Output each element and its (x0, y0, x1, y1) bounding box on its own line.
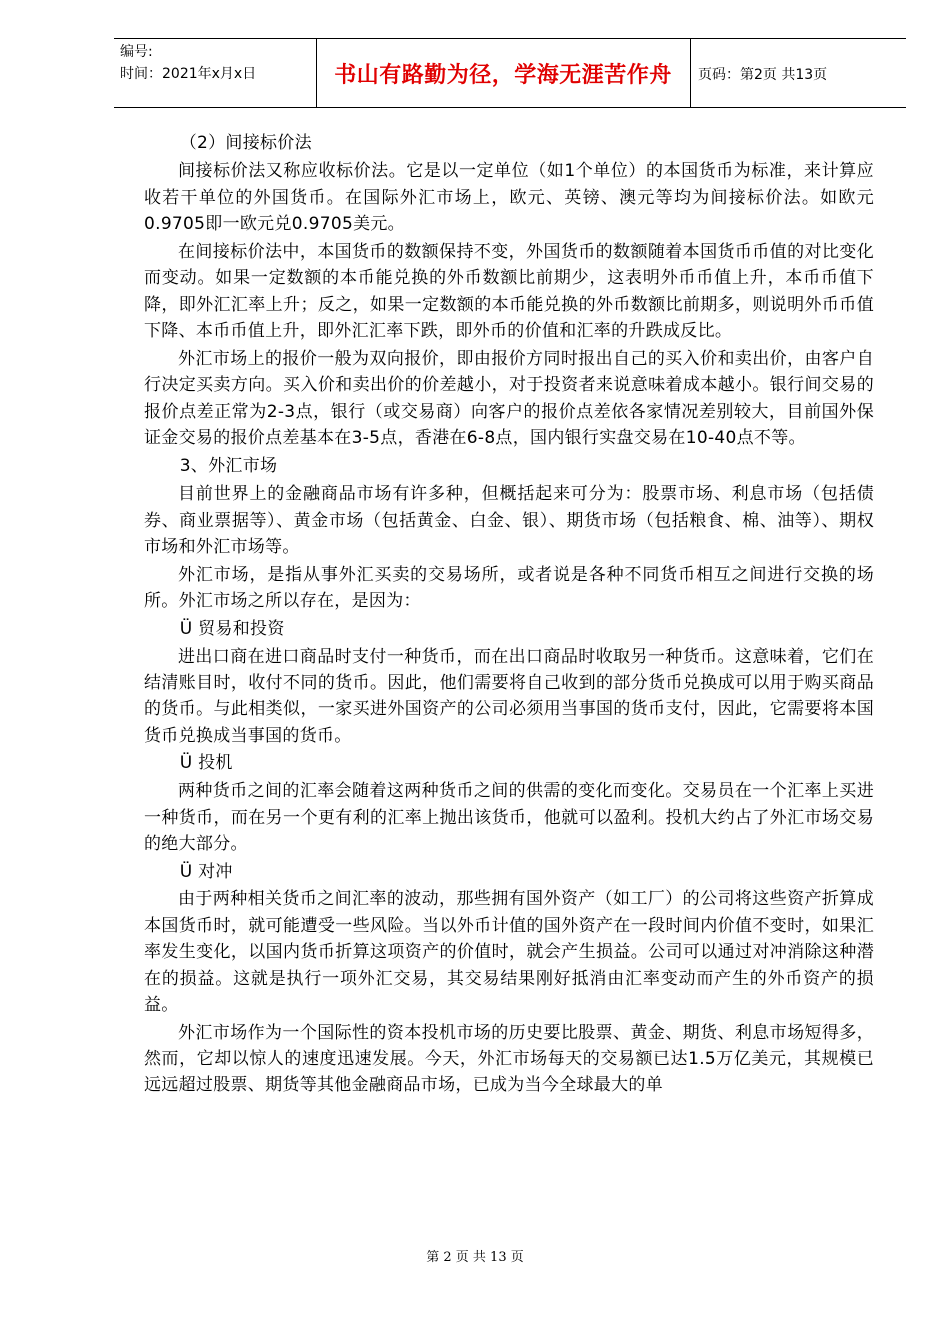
paragraph: 外汇市场上的报价一般为双向报价，即由报价方同时报出自己的买入价和卖出价，由客户自行决定买卖方向。买入价和卖出价的价差越小，对于投资者来说意味着成本越小。银行间交易的报价点差正常为2-3点，银行（或交易商）向客户的报价点差依各家情况差别较大，目前国外保证金交易的报价点差基本在3-5点，香港在6-8点，国内银行实盘交易在10-40点不等。 (144, 348, 874, 449)
page-header (114, 38, 906, 108)
bullet-heading-speculation: Ü 投机 (179, 753, 233, 774)
paragraph: 外汇市场，是指从事外汇买卖的交易场所，或者说是各种不同货币相互之间进行交换的场所。外汇市场之所以存在，是因为： (144, 564, 874, 612)
section-heading-forex-market: 3、外汇市场 (179, 455, 278, 476)
paragraph: 由于两种相关货币之间汇率的波动，那些拥有国外资产（如工厂）的公司将这些资产折算成本国货币时，就可能遭受一些风险。当以外币计值的国外资产在一段时间内价值不变时，如果汇率发生变化，以国内货币折算这项资产的价值时，就会产生损益。公司可以通过对冲消除这种潜在的损益。这就是执行一项外汇交易，其交易结果刚好抵消由汇率变动而产生的外币资产的损益。 (144, 889, 874, 1015)
document-number-label: 编号: (120, 44, 153, 60)
document-time-label: 时间：2021年x月x日 (120, 66, 257, 82)
bullet-heading-trade-investment: Ü 贸易和投资 (179, 618, 285, 639)
section-heading-indirect-quotation: （2）间接标价法 (179, 133, 312, 153)
header-meta (120, 41, 256, 85)
header-page-number: 页码：第2页 共13页 (698, 66, 828, 83)
paragraph: 间接标价法又称应收标价法。它是以一定单位（如1个单位）的本国货币为标准，来计算应收若干单位的外国货币。在国际外汇市场上，欧元、英镑、澳元等均为间接标价法。如欧元0.9705即一欧元兑0.9705美元。 (144, 161, 874, 235)
document-body (144, 130, 874, 1100)
paragraph: 外汇市场作为一个国际性的资本投机市场的历史要比股票、黄金、期货、利息市场短得多，然而，它却以惊人的速度迅速发展。今天，外汇市场每天的交易额已达1.5万亿美元，其规模已远远超过股票、期货等其他金融商品市场，已成为当今全球最大的单 (144, 1022, 874, 1096)
page-footer: 第 2 页 共 13 页 (426, 1250, 524, 1265)
paragraph: 两种货币之间的汇率会随着这两种货币之间的供需的变化而变化。交易员在一个汇率上买进一种货币，而在另一个更有利的汇率上抛出该货币，他就可以盈利。投机大约占了外汇市场交易的绝大部分。 (144, 781, 874, 854)
header-motto: 书山有路勤为径，学海无涯苦作舟 (334, 63, 672, 88)
bullet-heading-hedging: Ü 对冲 (179, 861, 233, 882)
paragraph: 进出口商在进口商品时支付一种货币，而在出口商品时收取另一种货币。这意味着，它们在结清账目时，收付不同的货币。因此，他们需要将自己收到的部分货币兑换成可以用于购买商品的货币。与此相类似，一家买进外国资产的公司必须用当事国的货币支付，因此，它需要将本国货币兑换成当事国的货币。 (144, 646, 874, 746)
paragraph: 目前世界上的金融商品市场有许多种，但概括起来可分为：股票市场、利息市场（包括债券、商业票据等）、黄金市场（包括黄金、白金、银）、期货市场（包括粮食、棉、油等）、期权市场和外汇市场等。 (144, 484, 874, 557)
paragraph: 在间接标价法中，本国货币的数额保持不变，外国货币的数额随着本国货币币值的对比变化而变动。如果一定数额的本币能兑换的外币数额比前期少，这表明外币币值上升，本币币值下降，即外汇汇率上升；反之，如果一定数额的本币能兑换的外币数额比前期多，则说明外币币值下降、本币币值上升，即外汇汇率下跌，即外币的价值和汇率的升跌成反比。 (144, 241, 874, 342)
header-divider-right (690, 39, 691, 108)
